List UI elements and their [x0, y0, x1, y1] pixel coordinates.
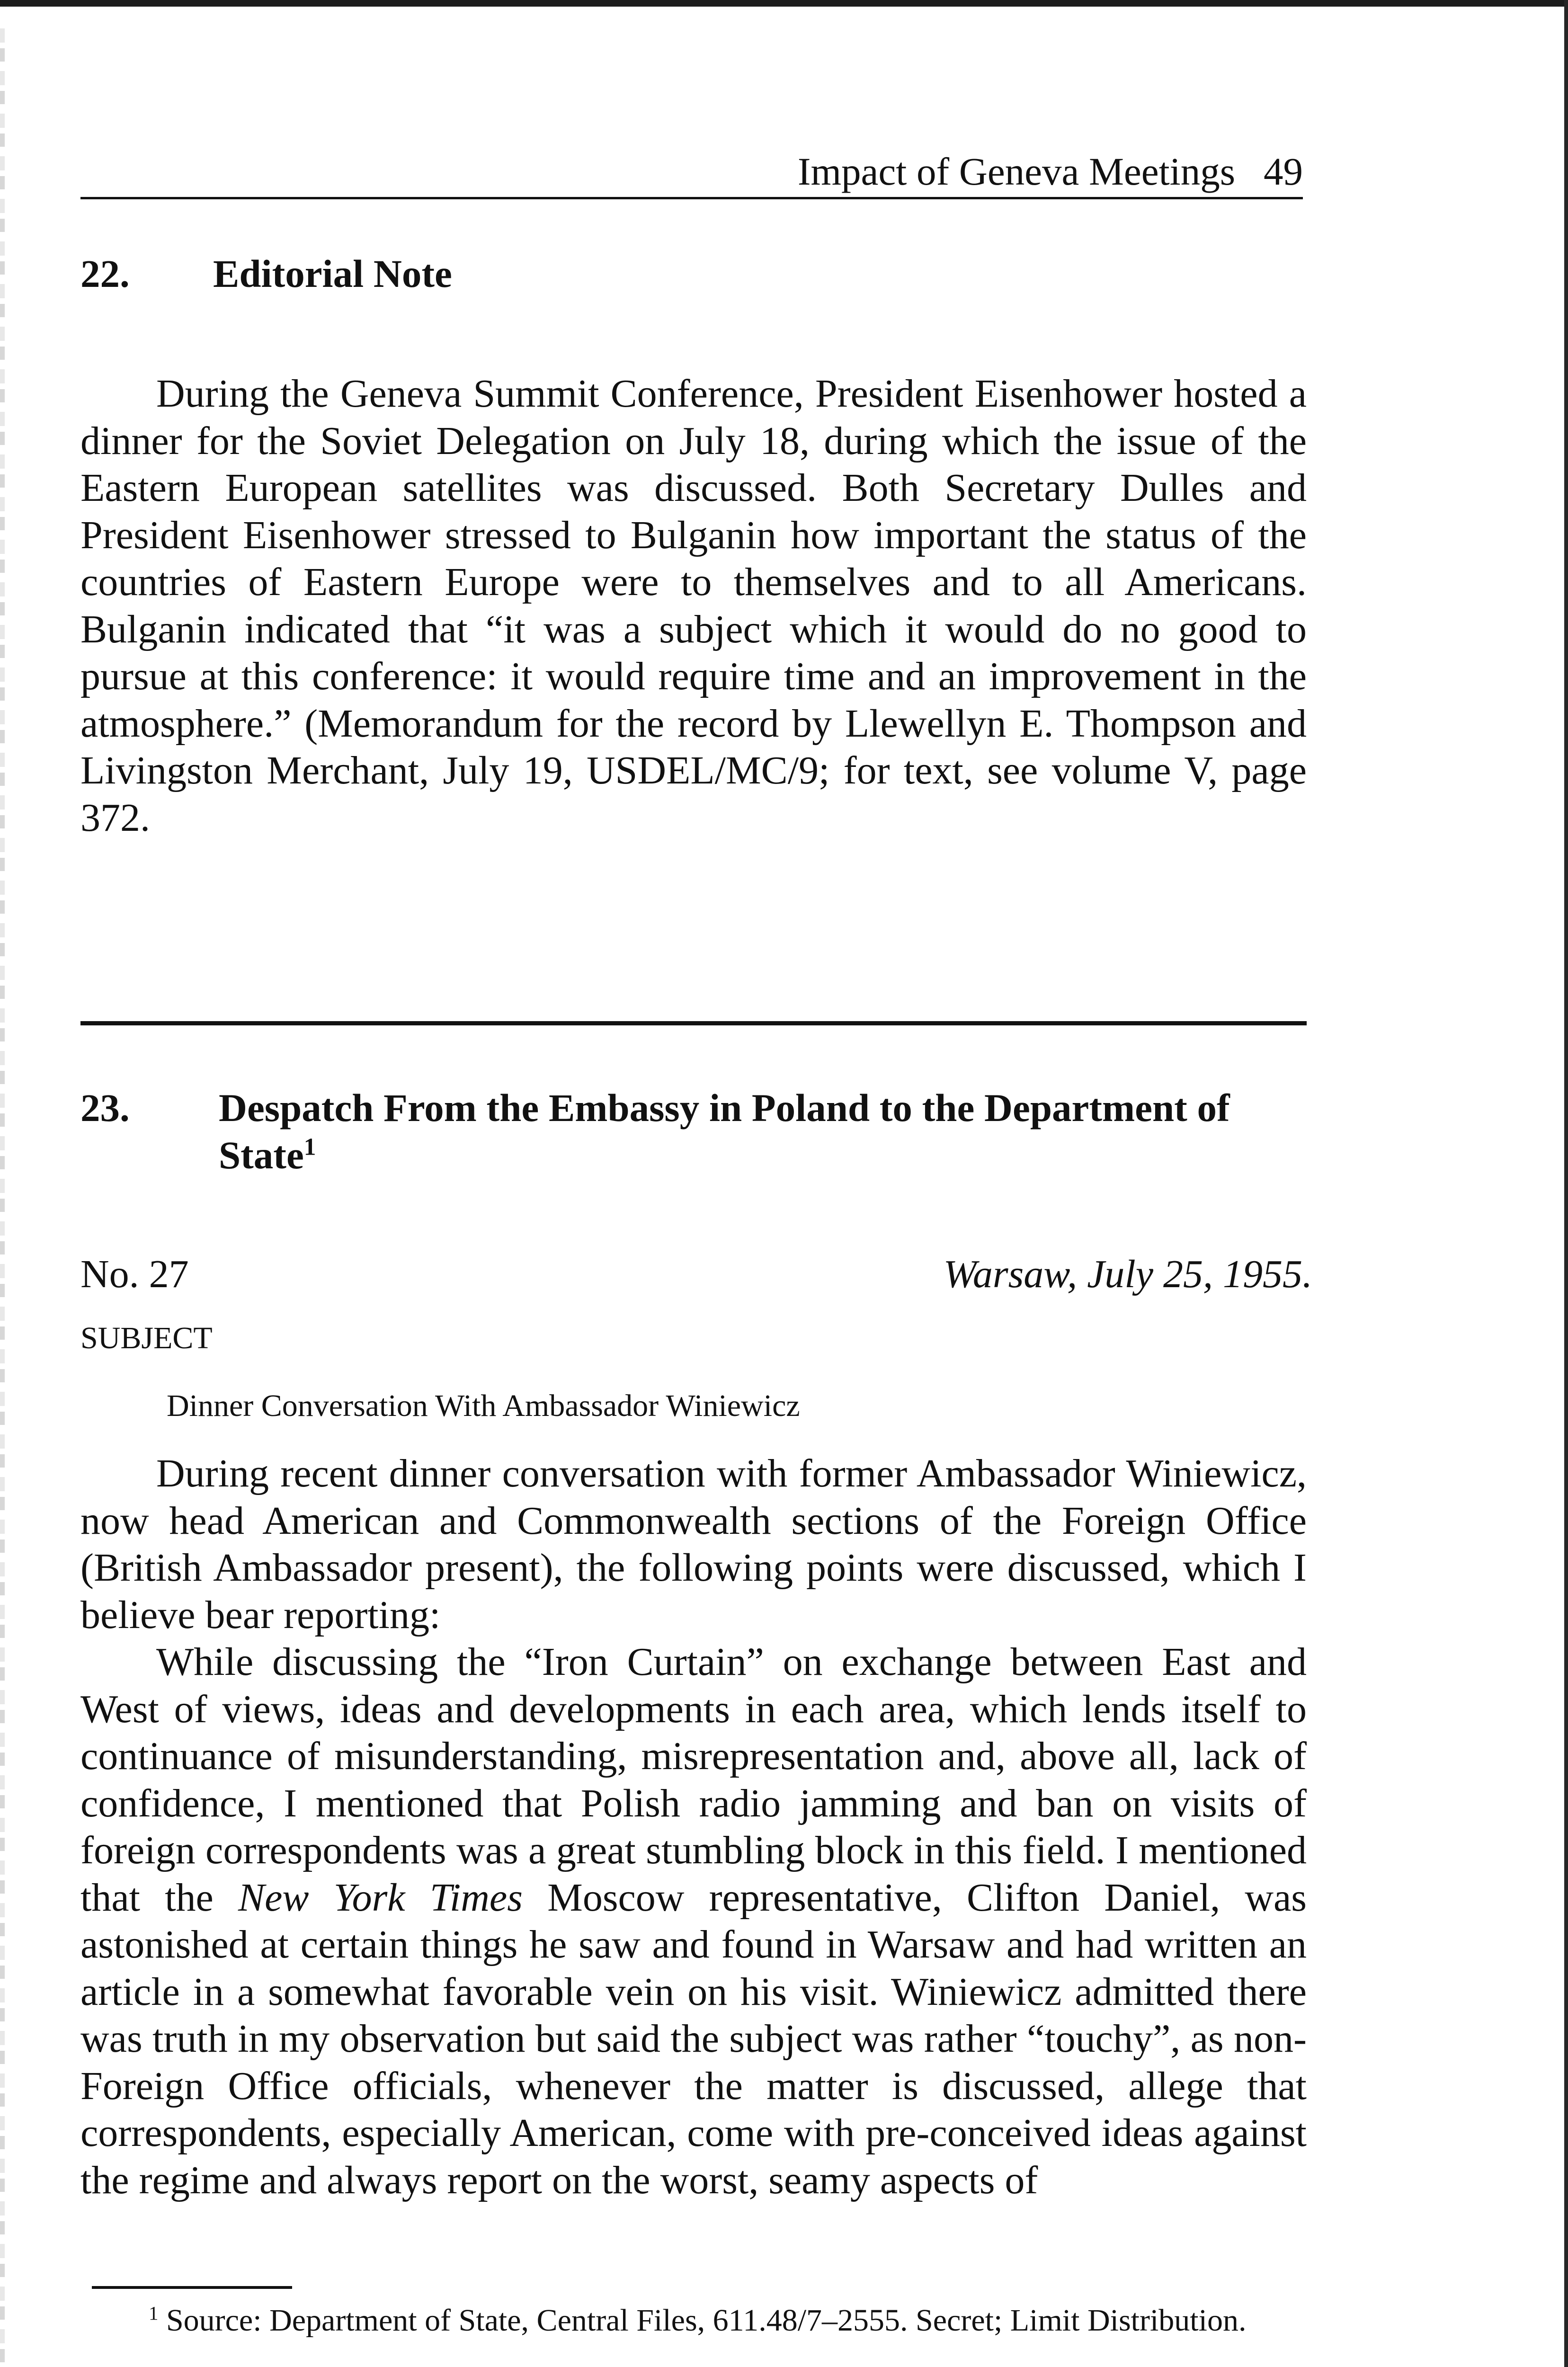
- scan-edge-top: [0, 0, 1568, 7]
- page-number: 49: [1264, 150, 1303, 193]
- footnote-rule: [92, 2286, 292, 2289]
- scan-edge-right: [1564, 0, 1568, 2367]
- doc23-body: [80, 1450, 1307, 2204]
- doc22-body: [80, 370, 1307, 841]
- doc23-paragraph-1: During recent dinner conversation with former Ambassador Winiewicz, now head American and Commonwealth sections of the Foreign Office (British Ambassador present), the following points were discussed, which I believe bear reporting:: [80, 1451, 1307, 1637]
- footnote-text: Source: Department of State, Central Files, 611.48/7–2555. Secret; Limit Distribution.: [166, 2303, 1247, 2338]
- running-header: [80, 148, 1303, 195]
- footnote-marker: 1: [149, 2303, 159, 2324]
- doc23-footnote-ref: 1: [303, 1133, 316, 1161]
- despatch-number: No. 27: [80, 1252, 189, 1296]
- doc23-title-line2-text: State: [219, 1133, 304, 1177]
- running-title: Impact of Geneva Meetings: [797, 150, 1235, 193]
- scan-edge-left: [0, 28, 5, 2367]
- section-divider: [80, 1021, 1307, 1025]
- doc22-number: 22.: [80, 252, 130, 295]
- header-rule: [80, 197, 1303, 199]
- doc23-title: [219, 1084, 1230, 1179]
- place-date: Warsaw, July 25, 1955.: [943, 1252, 1312, 1296]
- doc23-title-line1: Despatch From the Embassy in Poland to the Department of: [219, 1086, 1230, 1130]
- doc23-title-line2: [219, 1131, 1230, 1179]
- newspaper-title: New York Times: [238, 1875, 523, 1920]
- doc23-paragraph-2-part2: Moscow representative, Clifton Daniel, was astonished at certain things he saw and found in Warsaw and had written an article in a somewhat favorable vein on his visit. Winiewicz admitted there was truth in my observation but said the subject was rather “touchy”, as non-Foreign Office officials, whenever the matter is discussed, allege that correspondents, especially American, come with pre-conceived ideas against the regime and always report on the worst, seamy aspects of: [80, 1875, 1307, 2202]
- doc23-number: 23.: [80, 1086, 130, 1130]
- doc22-title: Editorial Note: [213, 252, 452, 295]
- subject-label: SUBJECT: [80, 1321, 213, 1355]
- doc23-paragraph-2: [80, 1638, 1307, 2204]
- doc22-paragraph: During the Geneva Summit Conference, President Eisenhower hosted a dinner for the Soviet Delegation on July 18, during which the issue of the Eastern European satellites was discussed. Both Secretary Dulles and President Eisenhower stressed to Bulganin how important the status of the countries of Eastern Europe were to themselves and to all Americans. Bulganin indicated that “it was a subject which it would do no good to pursue at this conference: it would require time and an improvement in the atmosphere.” (Memorandum for the record by Llewellyn E. Thompson and Livingston Merchant, July 19, USDEL/MC/9; for text, see volume V, page 372.: [80, 372, 1307, 840]
- footnote: [87, 2301, 1313, 2340]
- subject-text: Dinner Conversation With Ambassador Winiewicz: [167, 1388, 800, 1423]
- doc23-paragraph-2-part1: While discussing the “Iron Curtain” on exchange between East and West of views, ideas and developments in each area, which lends itself to continuance of misunderstanding, misrepresentation and, above all, lack of confidence, I mentioned that Polish radio jamming and ban on visits of foreign correspondents was a great stumbling block in this field. I mentioned that the: [80, 1640, 1307, 1920]
